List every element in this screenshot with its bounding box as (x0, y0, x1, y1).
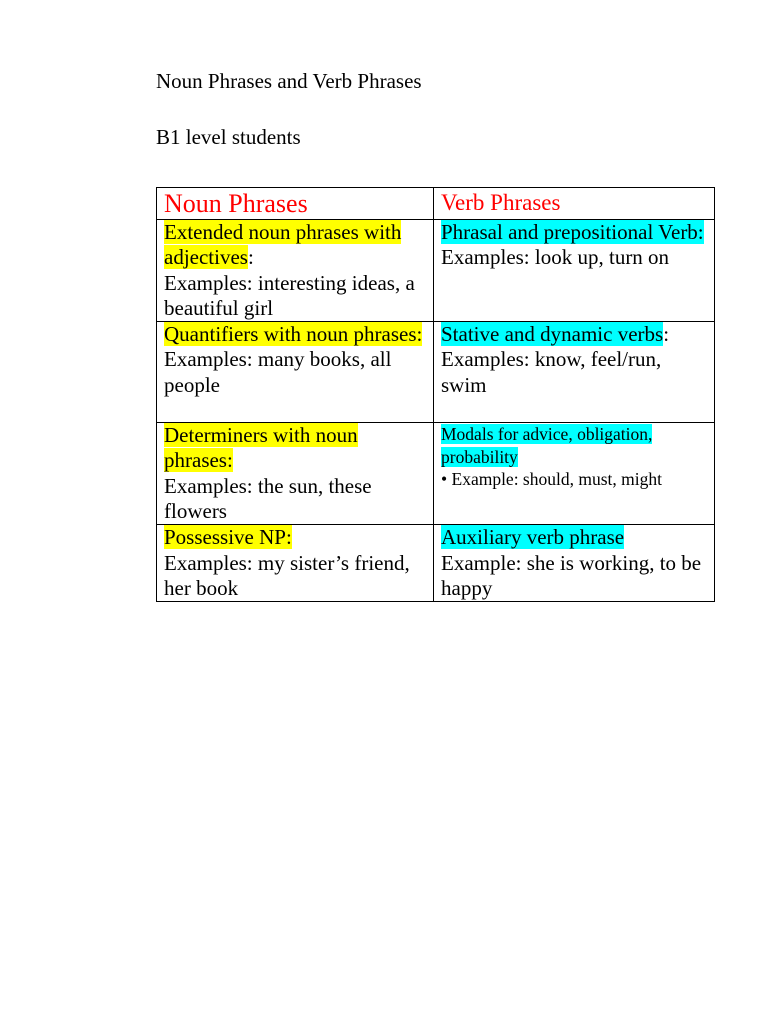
noun-cell-heading: Quantifiers with noun phrases: (164, 322, 423, 347)
table-header-row (157, 188, 715, 220)
noun-cell-heading: Possessive NP: (164, 525, 292, 550)
noun-cell (157, 423, 434, 525)
noun-cell-examples: Examples: interesting ideas, a beautiful girl (164, 270, 415, 320)
verb-cell-examples: Examples: know, feel/run, swim (441, 347, 662, 397)
noun-cell-heading: Extended noun phrases with adjectives (164, 220, 402, 270)
noun-cell-heading-suffix: : (247, 245, 254, 270)
table-row (157, 220, 715, 322)
verb-cell (434, 322, 715, 423)
verb-cell-heading: Stative and dynamic verbs (441, 322, 664, 347)
table-row (157, 423, 715, 525)
verb-cell-examples: Example: she is working, to be happy (441, 550, 702, 600)
verb-cell (434, 423, 715, 525)
verb-cell-heading-suffix: : (663, 322, 670, 347)
noun-cell (157, 220, 434, 322)
verb-cell-examples: • Example: should, must, might (441, 469, 662, 490)
table-row (157, 525, 715, 602)
noun-cell-examples: Examples: the sun, these flowers (164, 473, 372, 524)
document-subtitle: B1 level students (156, 125, 301, 149)
noun-cell (157, 525, 434, 602)
noun-phrases-header: Noun Phrases (157, 188, 434, 220)
verb-cell-examples: Examples: look up, turn on (441, 245, 670, 270)
noun-cell (157, 322, 434, 423)
verb-cell-heading: Auxiliary verb phrase (441, 525, 625, 550)
verb-phrases-header: Verb Phrases (434, 188, 715, 220)
verb-cell (434, 220, 715, 322)
verb-cell (434, 525, 715, 602)
document-title: Noun Phrases and Verb Phrases (156, 69, 422, 93)
verb-cell-heading: Phrasal and prepositional Verb: (441, 220, 704, 244)
noun-cell-examples: Examples: my sister’s friend, her book (164, 550, 410, 600)
verb-cell-heading: Modals for advice, obligation, probability (441, 424, 653, 467)
noun-cell-heading: Determiners with noun phrases: (164, 423, 358, 473)
noun-cell-examples: Examples: many books, all people (164, 347, 392, 397)
phrase-table (156, 187, 715, 602)
table-row (157, 322, 715, 423)
